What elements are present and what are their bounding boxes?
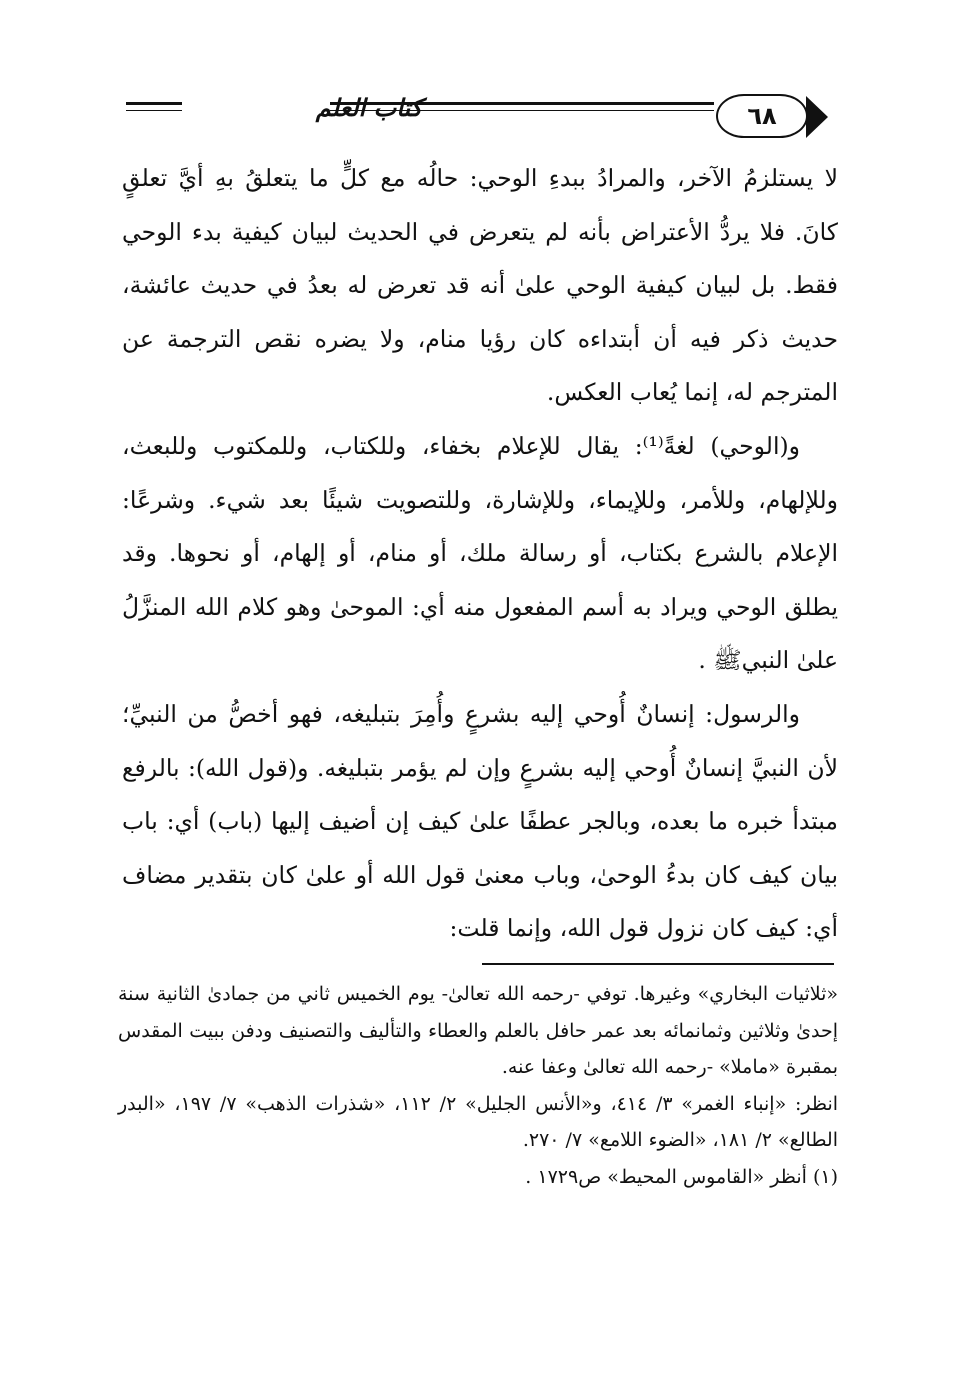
page-number: ٦٨ <box>716 94 808 138</box>
header-rule-middle <box>330 102 714 105</box>
paragraph-1: لا يستلزمُ الآخر، والمرادُ ببدءِ الوحي: حالُه مع كلٍّ ما يتعلقُ بهِ أيَّ تعلقٍ كانَ. فلا يردُّ الأعتراض بأنه لم يتعرض في الحديث لبيان كيفية بدء الوحي فقط. بل لبيان كيفية الوحي علىٰ أنه قد تعرض له بعدُ في حديث عائشة، حديث ذكر فيه أن أبتداءه كان رؤيا منام، ولا يضره نقص الترجمة عن المترجم له، إنما يُعاب العكس. <box>122 164 838 407</box>
footnote-bio-continued: «ثلاثيات البخاري» وغيرها. توفي -رحمه الله تعالىٰ- يوم الخميس ثاني من جمادىٰ الثانية سنة إحدىٰ وثلاثين وثمانمائه بعد عمر حافل بالعلم والعطاء والتأليف والتصنيف ودفن ببيت المقدس بمقبرة «ماملا» -رحمه الله تعالىٰ وعفا عنه. <box>118 983 838 1078</box>
paragraph-2: و(الوحي) لغةً⁽¹⁾: يقال للإعلام بخفاء، وللكتاب، وللمكتوب وللبعث، وللإلهام، وللأمر، وللإيماء، وللإشارة، وللتصويت شيئًا بعد شيء. وشرعًا: الإعلام بالشرع بكتاب، أو رسالة ملك، أو منام، أو إلهام، أو نحوها. وقد يطلق الوحي ويراد به أسم المفعول منه أي: الموحىٰ وهو كلام الله المنزَّلُ علىٰ النبيﷺ . <box>122 431 838 675</box>
footnotes <box>118 976 838 1195</box>
header-rule-middle-thin <box>330 110 714 111</box>
main-text <box>122 152 838 956</box>
footnote-separator <box>482 963 834 965</box>
footnote-1: (١) أنظر «القاموس المحيط» ص١٧٢٩ . <box>525 1165 838 1188</box>
header-rule-left <box>126 102 182 105</box>
book-title: كتاب العلم <box>315 94 423 122</box>
header-rule-left-thin <box>126 110 182 111</box>
running-header <box>118 84 840 144</box>
paragraph-3: والرسول: إنسانٌ أُوحي إليه بشرعٍ وأُمِرَ بتبليغه، فهو أخصُّ من النبيِّ؛ لأن النبيَّ إنسانٌ أُوحي إليه بشرعٍ وإن لم يؤمر بتبليغه. و(قول الله): بالرفع مبتدأ خبره ما بعده، وبالجر عطفًا علىٰ كيف إن أضيف إليها (باب) أي: باب بيان كيف كان بدءُ الوحىٰ، وباب معنىٰ قول الله أو علىٰ كان بتقدير مضاف أي: كيف كان نزول قول الله، وإنما قلت: <box>122 699 838 943</box>
footnote-sources: انظر: «إنباء الغمر» ٣/ ٤١٤، و«الأنس الجليل» ٢/ ١١٢، «شذرات الذهب» ٧/ ١٩٧، «البدر الطالع» ٢/ ١٨١، «الضوء اللامع» ٧/ ٢٧٠. <box>118 1092 839 1151</box>
